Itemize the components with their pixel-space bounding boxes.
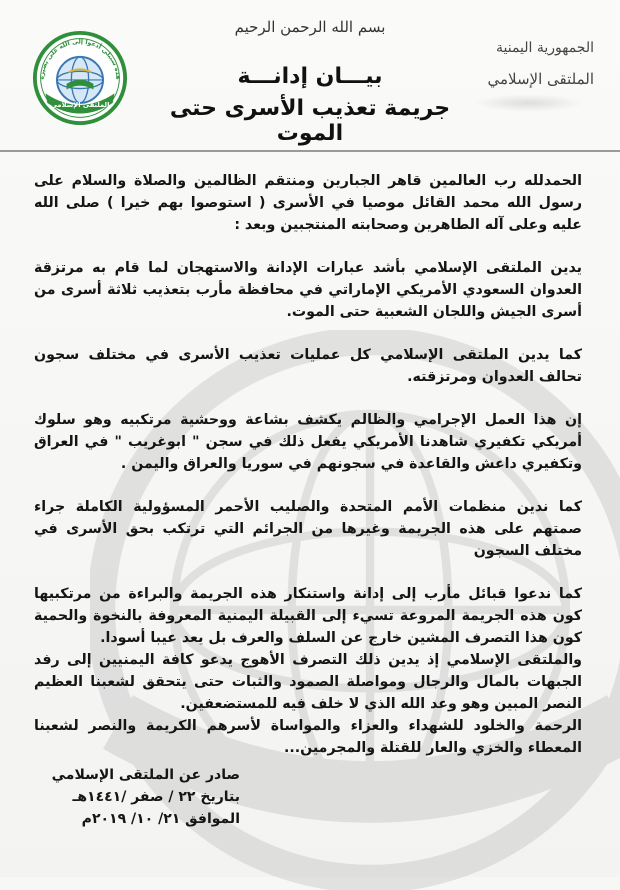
signature-block	[40, 764, 240, 830]
page-subtitle: جريمة تعذيب الأسرى حتى الموت	[169, 96, 451, 146]
issuer-line: صادر عن الملتقى الإسلامي	[51, 767, 240, 783]
page-title: بيـــان إدانـــة	[237, 64, 383, 89]
paragraph-condemnation: يدين الملتقى الإسلامي بأشد عبارات الإدانة والاستهجان لما قام به مرتزقة العدوان السعودي الأمريكي الإماراتي في محافظة مأرب بتعذيب ثلاثة أسرى من أسرى الجيش واللجان الشعبية حتى الموت.	[34, 260, 582, 320]
paragraph-all-prisons: كما يدين الملتقى الإسلامي كل عمليات تعذيب الأسرى في مختلف سجون تحالف العدوان ومرتزقته.	[34, 347, 582, 385]
paragraph-un-red-cross: كما ندين منظمات الأمم المتحدة والصليب الأحمر المسؤولية الكاملة جراء صمتهم على هذه الجريمة وغيرها من الجرائم التي ترتكب بحق الأسرى في مختلف السجون	[34, 499, 582, 559]
country-name: الجمهورية اليمنية	[495, 40, 594, 56]
statement-body	[34, 170, 582, 759]
header-divider	[0, 150, 620, 152]
paragraph-opening: الحمدلله رب العالمين قاهر الجبارين ومنتقم الظالمين والصلاة والسلام على رسول الله محمد القائل موصيا في الأسرى ( استوصوا بهم خيرا ) صلى الله عليه وعلى آله الطاهرين وصحابته المنتجبين وبعد :	[34, 173, 582, 233]
logo-band-text: الملتقى الإسلامي	[50, 100, 110, 109]
paragraph-criminal-act: إن هذا العمل الإجرامي والظالم يكشف بشاعة ووحشية مرتكبيه وهو سلوك أمريكي تكفيري شاهدنا الأمريكي يفعل ذلك في سجن " ابوغريب " في العراق وتكفيري داعش والقاعدة في سجونهم في سوريا والعراق واليمن .	[34, 412, 582, 472]
logo-arc-text: هذه سبيلي أدعوا إلى الله على بصيرة	[38, 38, 122, 80]
hijri-date: بتاريخ ٢٢ / صفر /١٤٤١هـ	[72, 789, 240, 805]
organization-name: الملتقى الإسلامي	[487, 70, 594, 88]
organization-emblem-icon	[32, 30, 128, 126]
stamp-smudge	[474, 94, 584, 112]
paragraph-call-to-fronts: والملتقى الإسلامي إذ يدين ذلك التصرف الأهوج يدعو كافة اليمنيين إلى رفد الجبهات بالمال والرجال ومواصلة الصمود والثبات حتى يتحقق لشعبنا العظيم النصر المبين وهو وعد الله الذي لا خلف فيه للمستضعفين.	[34, 652, 582, 712]
paragraph-marib-tribes: كما ندعوا قبائل مأرب إلى إدانة واستنكار هذه الجريمة والبراءة من مرتكبيها كون هذه الجريمة المروعة تسيء إلى القبيلة اليمنية المعروفة بالنخوة والحمية كون هذا التصرف المشين خارج عن السلف والعرف بل يعد عيبا أسودا.	[34, 586, 582, 646]
basmala: بسم الله الرحمن الرحيم	[234, 18, 386, 36]
gregorian-date: الموافق ٢١/ ١٠/ ٢٠١٩م	[81, 811, 240, 827]
paragraph-closing: الرحمة والخلود للشهداء والعزاء والمواساة لأسرهم الكريمة والنصر لشعبنا المعطاء والخزي والعار للقتلة والمجرمين...	[34, 718, 582, 756]
